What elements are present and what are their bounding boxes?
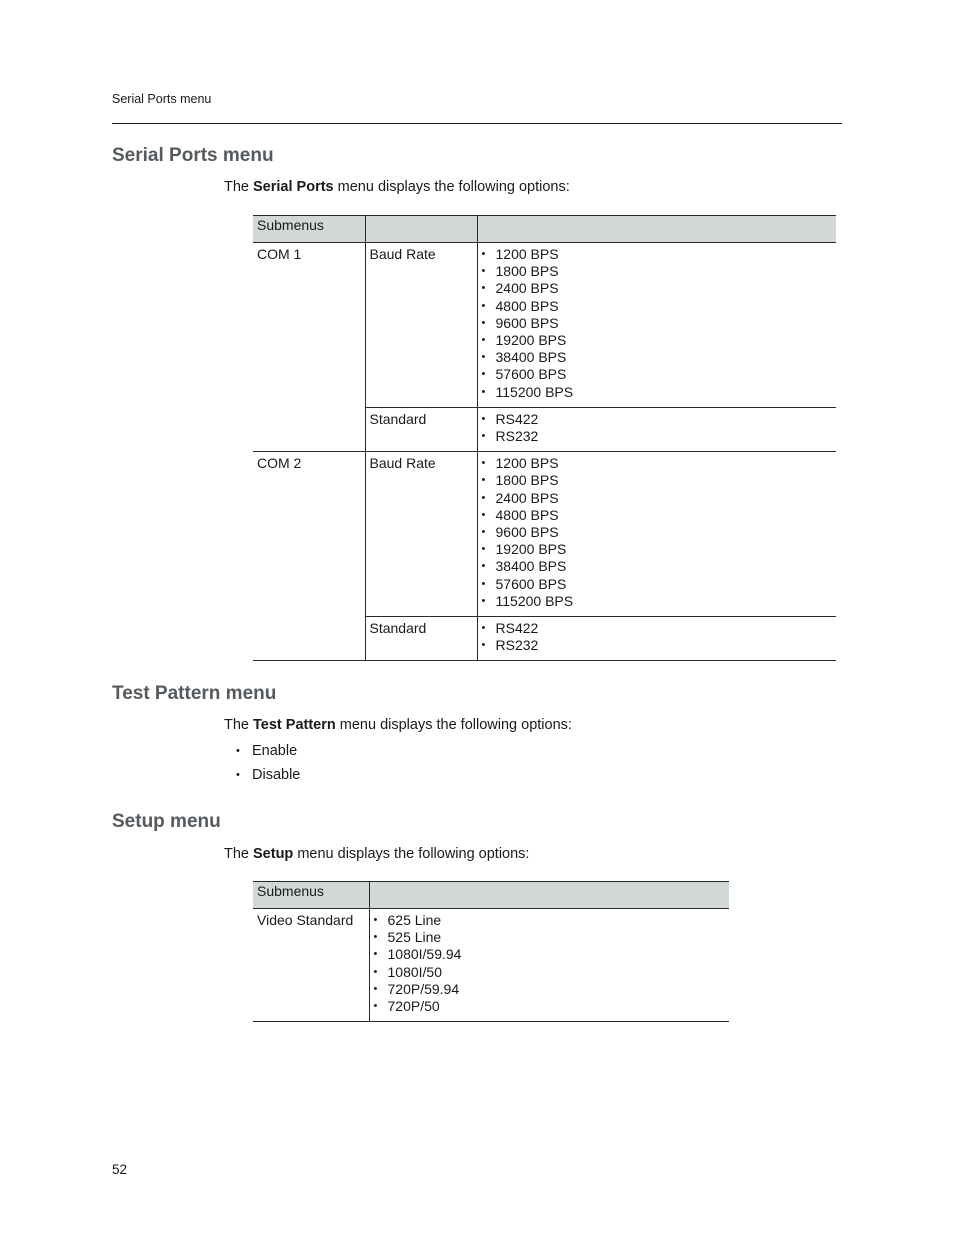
- intro-text: The: [224, 846, 254, 862]
- intro-text: menu displays the following options:: [293, 846, 530, 862]
- option-item: • 1080I/50: [374, 964, 726, 981]
- option-item: • 57600 BPS: [482, 576, 833, 593]
- options-cell: [477, 407, 836, 451]
- column-header: [365, 216, 477, 243]
- setup-intro: [224, 846, 529, 862]
- list-item: • Disable: [236, 763, 300, 787]
- intro-text: menu displays the following options:: [333, 179, 570, 195]
- table-row: [253, 243, 836, 408]
- options-cell: [477, 243, 836, 408]
- option-item: • 4800 BPS: [482, 507, 833, 524]
- option-item: • 19200 BPS: [482, 541, 833, 558]
- option-item: • RS422: [482, 411, 833, 428]
- table-header-row: [253, 882, 729, 909]
- setup-heading: Setup menu: [112, 811, 221, 832]
- list-item: • Enable: [236, 739, 300, 763]
- setup-table: [253, 881, 729, 1022]
- column-header: Submenus: [253, 882, 369, 909]
- intro-text: The: [224, 179, 254, 195]
- option-item: • 1200 BPS: [482, 455, 833, 472]
- intro-bold-text: Setup: [253, 846, 294, 862]
- options-list: [482, 620, 833, 654]
- table-header-row: [253, 216, 836, 243]
- option-item: • 115200 BPS: [482, 384, 833, 401]
- options-cell: [369, 909, 729, 1022]
- option-item: • 720P/59.94: [374, 981, 726, 998]
- option-item: • 38400 BPS: [482, 558, 833, 575]
- setting-cell: Baud Rate: [365, 243, 477, 408]
- option-item: • 2400 BPS: [482, 490, 833, 507]
- option-item: • 19200 BPS: [482, 332, 833, 349]
- setting-cell: Baud Rate: [365, 452, 477, 617]
- option-item: • 1080I/59.94: [374, 946, 726, 963]
- option-item: • RS422: [482, 620, 833, 637]
- options-list: [482, 411, 833, 445]
- running-header: Serial Ports menu: [112, 92, 212, 106]
- option-item: • 1200 BPS: [482, 246, 833, 263]
- options-list: [374, 912, 726, 1015]
- page-number: 52: [112, 1162, 128, 1177]
- option-item: • 9600 BPS: [482, 524, 833, 541]
- header-rule: [112, 123, 842, 124]
- submenu-cell: Video Standard: [253, 909, 369, 1022]
- submenu-cell: COM 2: [253, 452, 365, 661]
- column-header: Submenus: [253, 216, 365, 243]
- options-cell: [477, 617, 836, 661]
- intro-bold-text: Test Pattern: [253, 717, 336, 733]
- option-item: • 625 Line: [374, 912, 726, 929]
- option-item: • RS232: [482, 637, 833, 654]
- options-cell: [477, 452, 836, 617]
- option-item: • 720P/50: [374, 998, 726, 1015]
- column-header: [369, 882, 729, 909]
- option-item: • 115200 BPS: [482, 593, 833, 610]
- intro-text: menu displays the following options:: [335, 717, 572, 733]
- option-item: • 38400 BPS: [482, 349, 833, 366]
- options-list: [482, 246, 833, 401]
- submenu-cell: COM 1: [253, 243, 365, 452]
- setting-cell: Standard: [365, 407, 477, 451]
- serial-ports-heading: Serial Ports menu: [112, 145, 274, 166]
- test-pattern-intro: [224, 717, 572, 733]
- serial-ports-intro: [224, 179, 570, 195]
- setting-cell: Standard: [365, 617, 477, 661]
- option-item: • RS232: [482, 428, 833, 445]
- option-item: • 1800 BPS: [482, 263, 833, 280]
- test-pattern-heading: Test Pattern menu: [112, 683, 277, 704]
- table-row: [253, 909, 729, 1022]
- option-item: • 2400 BPS: [482, 280, 833, 297]
- option-item: • 4800 BPS: [482, 298, 833, 315]
- intro-bold-text: Serial Ports: [253, 179, 334, 195]
- option-item: • 525 Line: [374, 929, 726, 946]
- test-pattern-options: [236, 739, 300, 787]
- serial-ports-table: [253, 215, 836, 661]
- table-row: [253, 452, 836, 617]
- column-header: [477, 216, 836, 243]
- option-item: • 1800 BPS: [482, 472, 833, 489]
- options-list: [482, 455, 833, 610]
- option-item: • 57600 BPS: [482, 366, 833, 383]
- option-item: • 9600 BPS: [482, 315, 833, 332]
- intro-text: The: [224, 717, 254, 733]
